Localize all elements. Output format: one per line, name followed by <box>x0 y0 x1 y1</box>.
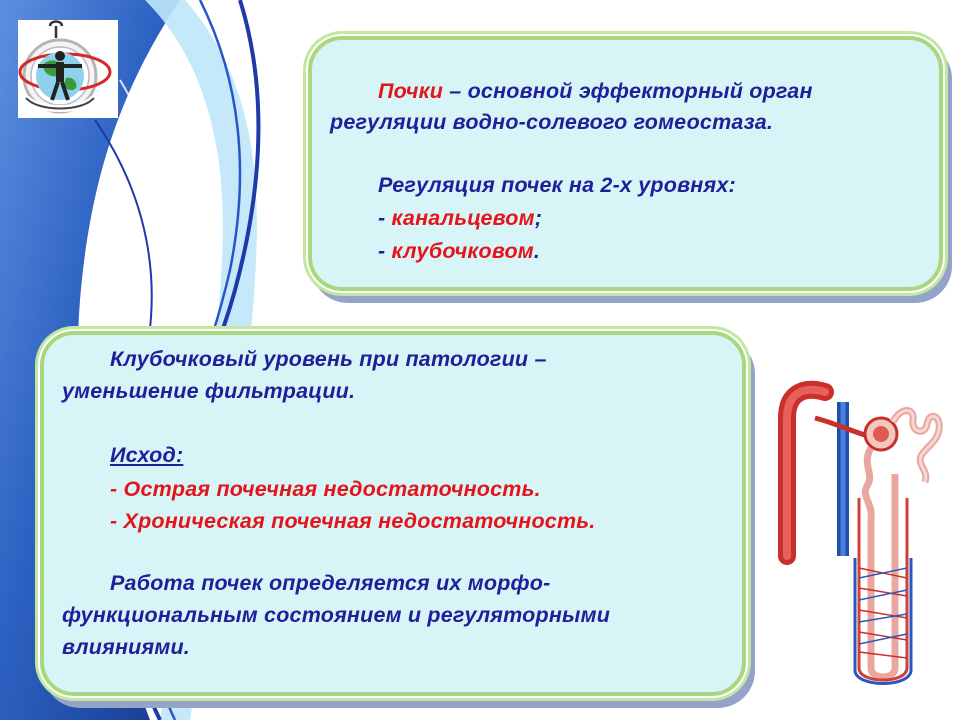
kidney-nephron-illustration <box>775 378 945 688</box>
anchor-emblem-icon <box>18 20 118 118</box>
kidney-role-line <box>378 74 813 108</box>
work-line-2: функциональным состоянием и регуляторными <box>62 603 611 627</box>
glomerular-pathology-box <box>40 331 746 696</box>
work-line-3: влияниями. <box>62 635 190 659</box>
pathology-line-1: Клубочковый уровень при патологии – <box>110 347 547 371</box>
levels-heading: Регуляция почек на 2-х уровнях: <box>378 173 736 197</box>
kidney-regulation-box <box>308 36 943 291</box>
outcome-acute: - Острая почечная недостаточность. <box>110 477 541 501</box>
kidney-role-text: – основной эффекторный орган <box>443 79 813 103</box>
tubular-term: канальцевом <box>391 206 535 230</box>
level-item-tubular: - канальцевом; <box>378 206 543 230</box>
work-line-1: Работа почек определяется их морфо- <box>110 571 551 595</box>
homeostasis-line: регуляции водно-солевого гомеостаза. <box>330 110 774 134</box>
outcome-heading: Исход: <box>110 443 184 467</box>
emblem-logo <box>18 20 118 118</box>
glomerular-term: клубочковом <box>391 239 534 263</box>
outcome-chronic: - Хроническая почечная недостаточность. <box>110 509 596 533</box>
pathology-line-2: уменьшение фильтрации. <box>62 379 356 403</box>
kidney-term: Почки <box>378 79 444 103</box>
level-item-glomerular: - клубочковом. <box>378 239 541 263</box>
